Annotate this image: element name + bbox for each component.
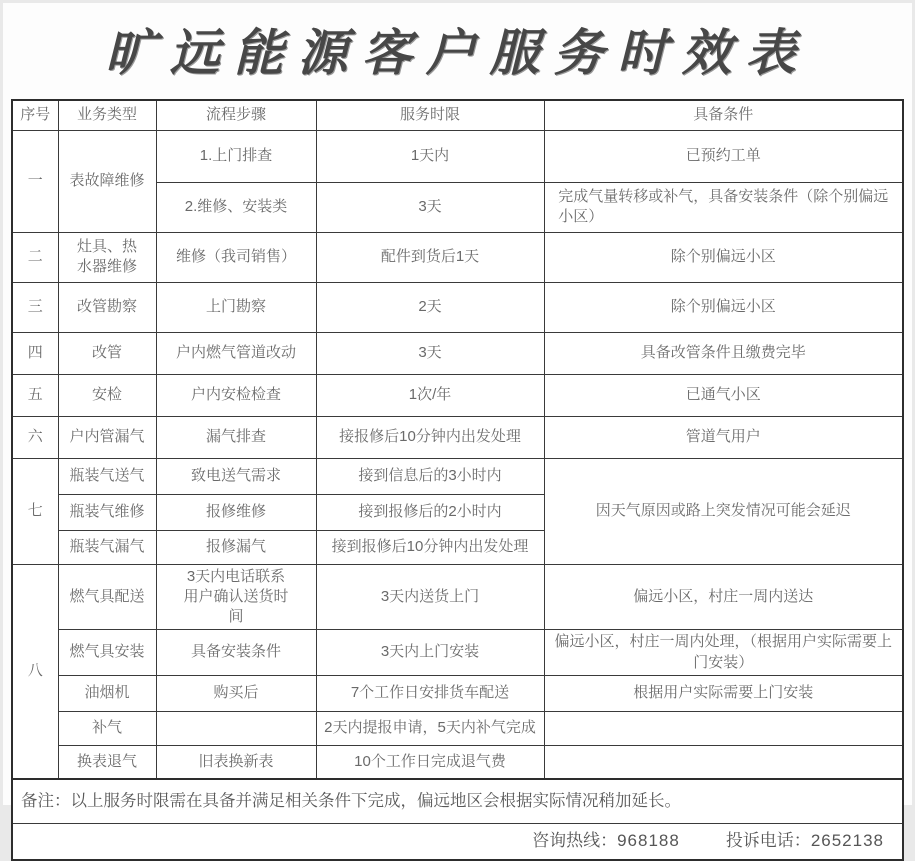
table-row xyxy=(12,564,903,630)
time-cell: 10个工作日完成退气费 xyxy=(316,745,544,779)
time-cell: 接到报修后10分钟内出发处理 xyxy=(316,530,544,564)
time-cell: 7个工作日安排货车配送 xyxy=(316,675,544,711)
time-cell: 1天内 xyxy=(316,130,544,182)
type-cell: 燃气具配送 xyxy=(58,564,156,630)
table-row xyxy=(12,675,903,711)
type-cell: 换表退气 xyxy=(58,745,156,779)
step-cell: 旧表换新表 xyxy=(156,745,316,779)
hotline-label: 咨询热线： xyxy=(532,830,618,850)
note-text: 备注：以上服务时限需在具备并满足相关条件下完成，偏远地区会根据实际情况稍加延长。 xyxy=(12,779,903,823)
step-cell: 上门勘察 xyxy=(156,282,316,332)
step-cell xyxy=(156,711,316,745)
time-cell: 配件到货后1天 xyxy=(316,232,544,282)
contact-row xyxy=(12,823,903,859)
serial-cell: 七 xyxy=(12,458,58,564)
time-cell: 2天 xyxy=(316,282,544,332)
time-cell: 接到信息后的3小时内 xyxy=(316,458,544,494)
note-row xyxy=(12,779,903,823)
serial-cell: 八 xyxy=(12,564,58,779)
time-cell: 2天内提报申请，5天内补气完成 xyxy=(316,711,544,745)
condition-cell xyxy=(544,745,903,779)
table-row xyxy=(12,282,903,332)
step-cell: 3天内电话联系用户确认送货时间 xyxy=(156,564,316,630)
step-cell: 维修（我司销售） xyxy=(156,232,316,282)
condition-cell: 管道气用户 xyxy=(544,416,903,458)
time-cell: 接到报修后的2小时内 xyxy=(316,494,544,530)
type-cell: 灶具、热水器维修 xyxy=(58,232,156,282)
time-cell: 1次/年 xyxy=(316,374,544,416)
contact-cell xyxy=(12,823,903,859)
type-cell: 改管勘察 xyxy=(58,282,156,332)
service-time-table xyxy=(11,99,904,861)
step-cell: 报修漏气 xyxy=(156,530,316,564)
table-header-row xyxy=(12,100,903,130)
serial-cell: 六 xyxy=(12,416,58,458)
time-cell: 3天内上门安装 xyxy=(316,630,544,676)
column-header-business-type: 业务类型 xyxy=(58,100,156,130)
step-cell: 购买后 xyxy=(156,675,316,711)
hotline-number: 968188 xyxy=(617,830,680,850)
condition-cell xyxy=(544,711,903,745)
time-cell: 3天 xyxy=(316,332,544,374)
condition-cell: 除个别偏远小区 xyxy=(544,232,903,282)
condition-cell: 已预约工单 xyxy=(544,130,903,182)
step-cell: 致电送气需求 xyxy=(156,458,316,494)
time-cell: 接报修后10分钟内出发处理 xyxy=(316,416,544,458)
complaint-number: 2652138 xyxy=(810,830,884,850)
condition-cell: 根据用户实际需要上门安装 xyxy=(544,675,903,711)
serial-cell: 四 xyxy=(12,332,58,374)
condition-cell: 偏远小区，村庄一周内处理，（根据用户实际需要上门安装） xyxy=(544,630,903,676)
table-row xyxy=(12,630,903,676)
step-cell: 户内燃气管道改动 xyxy=(156,332,316,374)
condition-cell: 完成气量转移或补气，具备安装条件（除个别偏远小区） xyxy=(544,182,903,232)
type-cell: 燃气具安装 xyxy=(58,630,156,676)
table-row xyxy=(12,416,903,458)
column-header-process-step: 流程步骤 xyxy=(156,100,316,130)
type-cell: 油烟机 xyxy=(58,675,156,711)
serial-cell: 五 xyxy=(12,374,58,416)
time-cell: 3天内送货上门 xyxy=(316,564,544,630)
step-cell: 漏气排查 xyxy=(156,416,316,458)
table-row xyxy=(12,332,903,374)
type-cell: 瓶装气漏气 xyxy=(58,530,156,564)
type-cell: 补气 xyxy=(58,711,156,745)
type-cell: 改管 xyxy=(58,332,156,374)
serial-cell: 三 xyxy=(12,282,58,332)
type-cell: 瓶装气送气 xyxy=(58,458,156,494)
serial-cell: 二 xyxy=(12,232,58,282)
table-row xyxy=(12,130,903,182)
table-row xyxy=(12,745,903,779)
table-row xyxy=(12,458,903,494)
condition-cell: 偏远小区，村庄一周内送达 xyxy=(544,564,903,630)
table-row xyxy=(12,232,903,282)
type-cell: 户内管漏气 xyxy=(58,416,156,458)
complaint-label: 投诉电话： xyxy=(725,830,811,850)
step-cell: 2.维修、安装类 xyxy=(156,182,316,232)
type-cell: 瓶装气维修 xyxy=(58,494,156,530)
type-cell: 安检 xyxy=(58,374,156,416)
page xyxy=(3,3,912,850)
step-cell: 报修维修 xyxy=(156,494,316,530)
condition-cell: 因天气原因或路上突发情况可能会延迟 xyxy=(544,458,903,564)
step-cell: 具备安装条件 xyxy=(156,630,316,676)
condition-cell: 除个别偏远小区 xyxy=(544,282,903,332)
serial-cell: 一 xyxy=(12,130,58,232)
condition-cell: 具备改管条件且缴费完毕 xyxy=(544,332,903,374)
step-cell: 户内安检检查 xyxy=(156,374,316,416)
type-cell: 表故障维修 xyxy=(58,130,156,232)
page-title: 旷远能源客户服务时效表 xyxy=(105,25,810,81)
column-header-conditions: 具备条件 xyxy=(544,100,903,130)
time-cell: 3天 xyxy=(316,182,544,232)
column-header-service-time: 服务时限 xyxy=(316,100,544,130)
step-cell: 1.上门排查 xyxy=(156,130,316,182)
column-header-serial: 序号 xyxy=(12,100,58,130)
table-row xyxy=(12,711,903,745)
table-row xyxy=(12,374,903,416)
condition-cell: 已通气小区 xyxy=(544,374,903,416)
